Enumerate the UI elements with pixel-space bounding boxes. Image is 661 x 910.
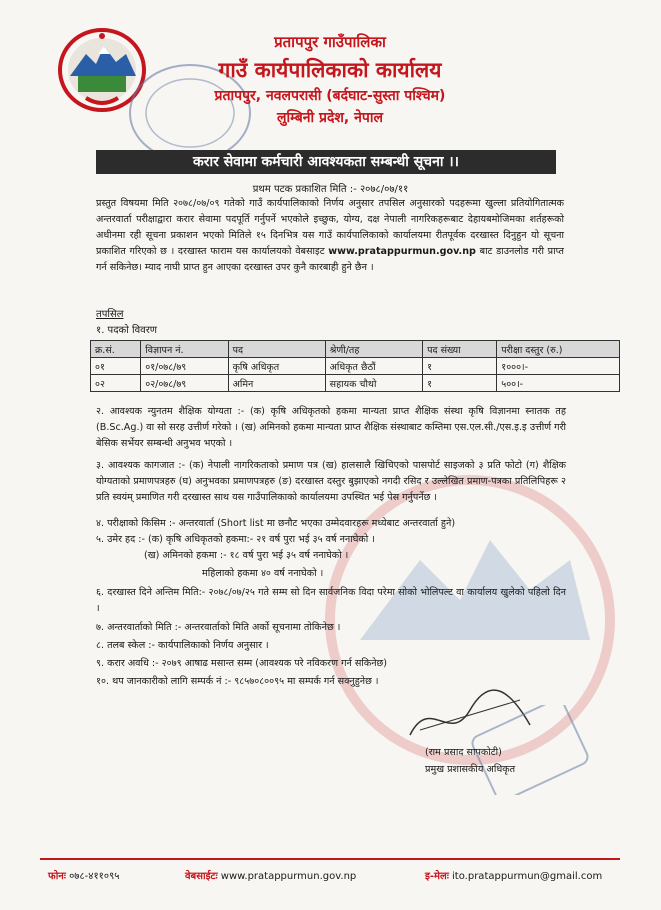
table-cell: १ bbox=[423, 375, 497, 392]
item-age-limit-women: महिलाको हकमा ४० वर्ष ननाघेको । bbox=[202, 568, 324, 579]
intro-paragraph bbox=[96, 196, 564, 306]
email-label: इ-मेलः bbox=[425, 871, 449, 882]
table-cell: ५००।- bbox=[497, 375, 620, 392]
tapsil-heading: तपसिल bbox=[96, 309, 124, 320]
notice-title: करार सेवामा कर्मचारी आवश्यकता सम्बन्धी सूचना ।। bbox=[96, 150, 556, 174]
website-value[interactable]: www.pratappurmun.gov.np bbox=[220, 871, 357, 882]
item-documents: ३. आवश्यक कागजात :- (क) नेपाली नागरिकताको प्रमाण पत्र (ख) हालसालै खिचिएको पासपोर्ट साइजको ३ प्रति फोटो (ग) शैक्षिक योग्यताको प्रमाणपत्रहरु (घ) अनुभवका प्रमाणपत्रहरु (ङ) दरखास्त दस्तुर बुझाएको नगदी रसिद र उल्लेखित प्रमाण-पत्रका प्रतिलिपिहरू २ प्रति स्वयंम् प्रमाणित गरी दरखास्त साथ यस गाउँपालिकाको कार्यालयमा उपस्थित भई पेस गर्नुपर्नेछ । bbox=[96, 460, 566, 503]
item-contract-period: ९. करार अवधि :- २०७९ आषाढ मसान्त सम्म (आवश्यक परे नविकरण गर्न सकिनेछ) bbox=[96, 658, 387, 669]
table-cell: १ bbox=[423, 358, 497, 375]
phone-value: ०७८-४११०९५ bbox=[69, 871, 120, 882]
posts-table bbox=[90, 340, 620, 392]
item-salary: ८. तलब स्केल :- कार्यपालिकाको निर्णय अनुसार । bbox=[96, 640, 269, 651]
table-cell: ०२/०७८/७९ bbox=[141, 375, 228, 392]
col-header: श्रेणी/तह bbox=[325, 341, 422, 358]
website-link[interactable]: www.pratappurmun.gov.np bbox=[328, 246, 476, 257]
email-value[interactable]: ito.pratappurmun@gmail.com bbox=[452, 871, 603, 882]
letterhead-province: लुम्बिनी प्रदेश, नेपाल bbox=[277, 110, 383, 126]
table-row bbox=[91, 358, 620, 375]
table-row bbox=[91, 375, 620, 392]
item-age-limit: ५. उमेर हद :- (क) कृषि अधिकृतको हकमा:- २१ वर्ष पुरा भई ३५ वर्ष ननाघेको । bbox=[96, 534, 375, 545]
table-cell: अधिकृत छैठौं bbox=[325, 358, 422, 375]
item-deadline: ६. दरखास्त दिने अन्तिम मिति:- २०७८/०७/२५ गते सम्म सो दिन सार्वजनिक विदा परेमा सोको भोलिपल्ट वा कार्यालय खुलेको पहिलो दिन । bbox=[96, 587, 566, 614]
footer-email bbox=[425, 868, 602, 882]
item-education: २. आवश्यक न्युनतम शैक्षिक योग्यता :- (क) कृषि अधिकृतको हकमा मान्यता प्राप्त शैक्षिक संस्था कृषि विज्ञानमा स्नातक तह (B.Sc.Ag.) वा सो सरह उत्तीर्ण गरेको । (ख) अमिनको हकमा मान्यता प्राप्त शैक्षिक संस्थाबाट कम्तिमा एस.एल.सी./एस.इ.इ उत्तीर्ण गरी बेसिक सर्भेयर सम्बन्धी अनुभव भएको । bbox=[96, 406, 566, 449]
footer-divider bbox=[40, 858, 620, 860]
item-contact: १०. थप जानकारीको लागि सम्पर्क नं :- ९८५७०८००९५ मा सम्पर्क गर्न सक्नुहुनेछ । bbox=[96, 676, 379, 687]
table-cell: कृषि अधिकृत bbox=[228, 358, 325, 375]
item-exam-type: ४. परीक्षाको किसिम :- अन्तरवार्ता (Short list मा छनौट भएका उम्मेदवारहरू मध्येबाट अन्तरवार्ता हुने) bbox=[96, 518, 456, 529]
table-header-row bbox=[91, 341, 620, 358]
item-age-limit-amin: (ख) अमिनको हकमा :- १८ वर्ष पुरा भई ३५ वर्ष ननाघेको । bbox=[144, 550, 349, 561]
letterhead-office-name: गाउँ कार्यपालिकाको कार्यालय bbox=[218, 58, 442, 82]
phone-label: फोनः bbox=[48, 871, 66, 882]
table-cell: ०१/०७८/७९ bbox=[141, 358, 228, 375]
table-cell: १०००।- bbox=[497, 358, 620, 375]
section1-title: १. पदको विवरण bbox=[96, 325, 158, 336]
col-header: पद bbox=[228, 341, 325, 358]
footer-phone bbox=[48, 868, 119, 882]
col-header: विज्ञापन नं. bbox=[141, 341, 228, 358]
footer-website bbox=[185, 868, 356, 882]
table-cell: सहायक चौथो bbox=[325, 375, 422, 392]
intro-tail: बाट डाउनलोड गरी प्राप्त गर्न सकिनेछ। म्याद नाघी प्राप्त हुन आएका दरखास्त उपर कुनै कारबाही हुने छैन । bbox=[96, 246, 565, 273]
table-cell: ०१ bbox=[91, 358, 141, 375]
intro-text: प्रस्तुत विषयमा मिति २०७८/०७/०९ गतेको गाउँ कार्यपालिकाको निर्णय अनुसार तपसिल अनुसारको पदहरूमा खुल्ला प्रतियोगितात्मक अन्तरवार्ता परीक्षाद्वारा करार सेवामा पदपूर्ति गर्नुपर्ने भएकोले इच्छुक, योग्य, दक्ष नेपाली नागरिकहरूबाट देहायबमोजिमका शर्तहरूको अधीनमा रही सूचना प्रकाशन भएको मितिले १५ दिनभित्र यस गाउँ कार्यपालिकाको कार्यालयमा रीतपूर्वक दरखास्त दिनुहुन यो सूचना प्रकाशित गरिएको छ । दरखास्त फाराम यस कार्यालयको वेबसाइट bbox=[96, 198, 564, 257]
col-header: परीक्षा दस्तुर (रु.) bbox=[497, 341, 620, 358]
col-header: क्र.सं. bbox=[91, 341, 141, 358]
website-label: वेबसाईटः bbox=[185, 871, 218, 882]
item-interview-date: ७. अन्तरवार्ताको मिति :- अन्तरवार्ताको मिति अर्को सूचनामा तोकिनेछ । bbox=[96, 622, 341, 633]
table-cell: ०२ bbox=[91, 375, 141, 392]
col-header: पद संख्या bbox=[423, 341, 497, 358]
table-cell: अमिन bbox=[228, 375, 325, 392]
letterhead-address: प्रतापपुर, नवलपरासी (बर्दघाट-सुस्ता पश्चिम) bbox=[214, 88, 446, 104]
letterhead-line1: प्रतापपुर गाउँपालिका bbox=[274, 33, 386, 51]
signatory-title: प्रमुख प्रशासकीय अधिकृत bbox=[425, 764, 516, 775]
signatory-name: (राम प्रसाद सापकोटी) bbox=[425, 747, 502, 758]
publish-date: प्रथम पटक प्रकाशित मिति :- २०७८/०७/११ bbox=[252, 184, 409, 195]
